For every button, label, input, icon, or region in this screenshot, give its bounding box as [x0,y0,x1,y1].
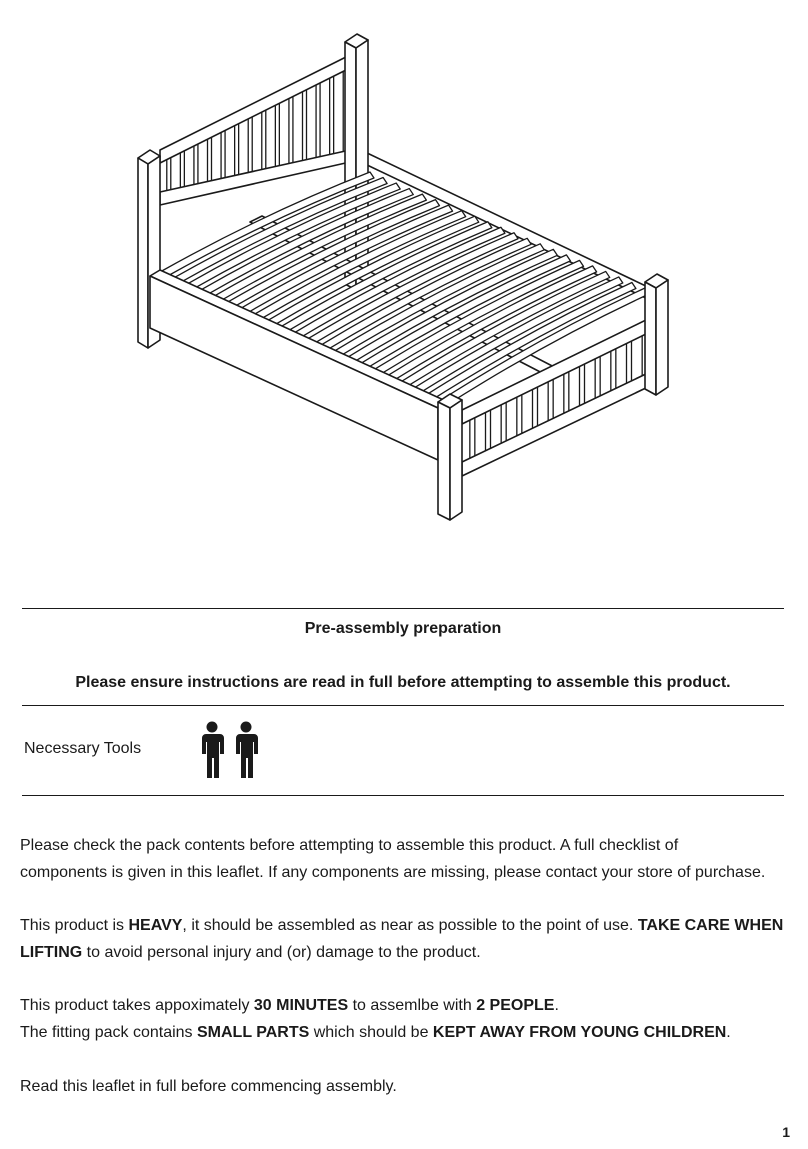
pack-contents-line-2: components is given in this leaflet. If any components are missing, please contact your store of purchase. [20,864,766,881]
page-number: 1 [782,1124,790,1140]
read-leaflet-text: Read this leaflet in full before commencing assembly. [20,1078,397,1095]
heavy-text-a: This product is [20,917,129,934]
pack-contents-line-1: Please check the pack contents before attempting to assemble this product. A full checklist of [20,837,679,854]
top-divider [22,608,784,609]
heavy-text-e: LIFTING [20,944,83,961]
heavy-text-b: HEAVY [128,917,183,934]
assembly-time-paragraph [20,992,795,1046]
time-text-b: 30 MINUTES [253,997,349,1014]
parts-text-a: The fitting pack contains [20,1024,197,1041]
heavy-text-c: , it should be assembled as near as possible to the point of use. [182,917,638,934]
necessary-tools-label: Necessary Tools [24,740,142,757]
time-text-a: This product takes appoximately [20,997,254,1014]
heavy-warning-paragraph [20,912,795,966]
heavy-text-f: to avoid personal injury and (or) damage to the product. [82,944,481,961]
middle-divider [22,705,784,706]
parts-text-b: SMALL PARTS [196,1024,310,1041]
heavy-text-d: TAKE CARE WHEN [637,917,784,934]
parts-text-d: KEPT AWAY FROM YOUNG CHILDREN [432,1024,727,1041]
two-people-icon [196,720,266,780]
time-text-e: . [554,997,559,1014]
time-text-c: to assemlbe with [348,997,477,1014]
read-leaflet-paragraph [20,1073,795,1100]
parts-text-e: . [726,1024,731,1041]
read-instructions-warning: Please ensure instructions are read in full before attempting to assemble this product. [75,674,731,691]
pack-contents-paragraph [20,832,795,886]
time-text-d: 2 PEOPLE [476,997,555,1014]
section-title: Pre-assembly preparation [304,620,502,637]
bottom-divider [22,795,784,796]
parts-text-c: which should be [309,1024,433,1041]
